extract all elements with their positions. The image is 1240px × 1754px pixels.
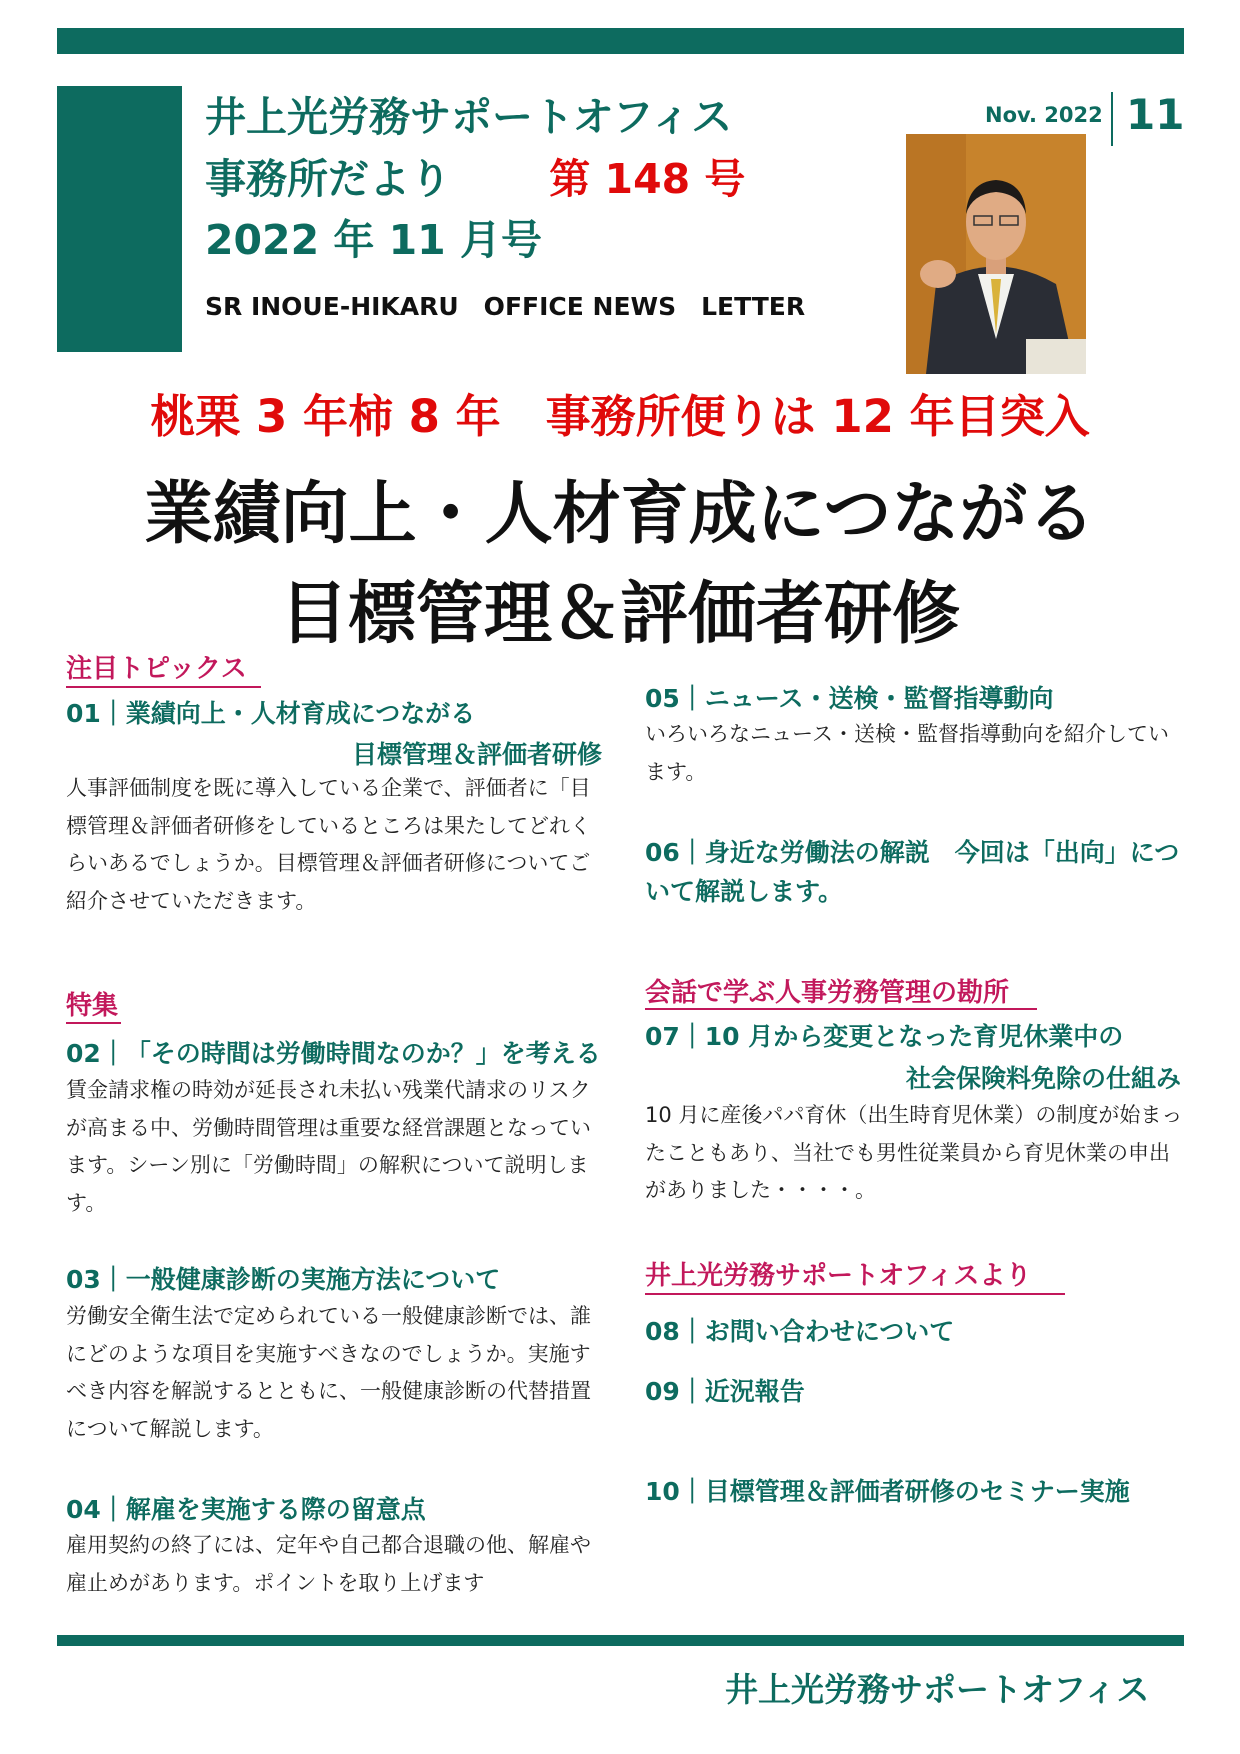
item-01-title-cont: 目標管理＆評価者研修 — [351, 740, 602, 769]
item-03-title: 03｜一般健康診断の実施方法について — [66, 1265, 501, 1294]
edition-heading: 2022 年 11 月号 — [205, 216, 542, 264]
item-02-body: 賃金請求権の時効が延長され未払い残業代請求のリスクが高まる中、労働時間管理は重要な経営課題となっています。シーン別に「労働時間」の解釈について説明します。 — [66, 1078, 591, 1215]
section-heading-office: 井上光労務サポートオフィスより — [645, 1261, 1032, 1291]
section-heading-conversation: 会話で学ぶ人事労務管理の勘所 — [645, 978, 1010, 1008]
item-09-title: 09｜近況報告 — [645, 1377, 805, 1406]
item-02-title: 02｜「その時間は労働時間なのか？」を考える — [66, 1039, 601, 1068]
item-10-title: 10｜目標管理＆評価者研修のセミナー実施 — [645, 1477, 1130, 1506]
anniversary-tagline: 桃栗 3 年柿 8 年 事務所便りは 12 年目突入 — [150, 390, 1090, 443]
item-04-title: 04｜解雇を実施する際の留意点 — [66, 1495, 426, 1524]
office-name-heading: 井上光労務サポートオフィス — [205, 93, 733, 141]
page-number: 11 — [1126, 90, 1185, 139]
item-03-body: 労働安全衛生法で定められている一般健康診断では、誰にどのような項目を実施すべきなのでしょうか。実施すべき内容を解説するとともに、一般健康診断の代替措置について解説します。 — [66, 1304, 591, 1441]
header-accent-block — [57, 86, 182, 352]
main-headline-line1: 業績向上・人材育成につながる — [144, 475, 1096, 554]
top-accent-bar — [57, 28, 1184, 54]
newsletter-subtitle: SR INOUE-HIKARU OFFICE NEWS LETTER — [205, 292, 806, 321]
issue-number: 第 148 号 — [549, 155, 746, 203]
section-heading-topics: 注目トピックス — [66, 654, 247, 684]
item-05-body: いろいろなニュース・送検・監督指導動向を紹介しています。 — [645, 722, 1169, 784]
item-08-title: 08｜お問い合わせについて — [645, 1317, 955, 1346]
section-underline — [66, 686, 261, 688]
date-divider — [1111, 92, 1113, 146]
bottom-accent-bar — [57, 1635, 1184, 1646]
item-05-title: 05｜ニュース・送検・監督指導動向 — [645, 684, 1054, 713]
author-photo — [906, 134, 1086, 374]
section-underline — [645, 1293, 1065, 1295]
section-heading-feature: 特集 — [66, 991, 119, 1021]
item-04-body: 雇用契約の終了には、定年や自己都合退職の他、解雇や雇止めがあります。ポイントを取り上げます — [66, 1533, 591, 1595]
item-01-title: 01｜業績向上・人材育成につながる — [66, 699, 476, 728]
section-underline — [66, 1022, 121, 1024]
item-07-body: 10 月に産後パパ育休（出生時育児休業）の制度が始まったこともあり、当社でも男性従業員から育児休業の申出がありました・・・・。 — [645, 1103, 1183, 1202]
newsletter-label: 事務所だより — [205, 155, 451, 203]
newsletter-label-row — [205, 154, 745, 204]
item-06-title-line1: 06｜身近な労働法の解説 今回は「出向」につ — [645, 838, 1180, 867]
author-portrait-illustration — [906, 134, 1086, 374]
footer-office-name: 井上光労務サポートオフィス — [725, 1670, 1150, 1709]
date-label: Nov. 2022 — [985, 103, 1103, 127]
item-01-body: 人事評価制度を既に導入している企業で、評価者に「目標管理＆評価者研修をしているところは果たしてどれくらいあるでしょうか。目標管理＆評価者研修についてご紹介させていただきます。 — [66, 776, 591, 913]
main-headline-line2: 目標管理＆評価者研修 — [279, 575, 960, 654]
item-06-title-line2: いて解説します。 — [645, 877, 844, 906]
item-07-title: 07｜10 月から変更となった育児休業中の — [645, 1022, 1124, 1051]
item-07-title-cont: 社会保険料免除の仕組み — [905, 1064, 1181, 1093]
section-underline — [645, 1008, 1037, 1010]
